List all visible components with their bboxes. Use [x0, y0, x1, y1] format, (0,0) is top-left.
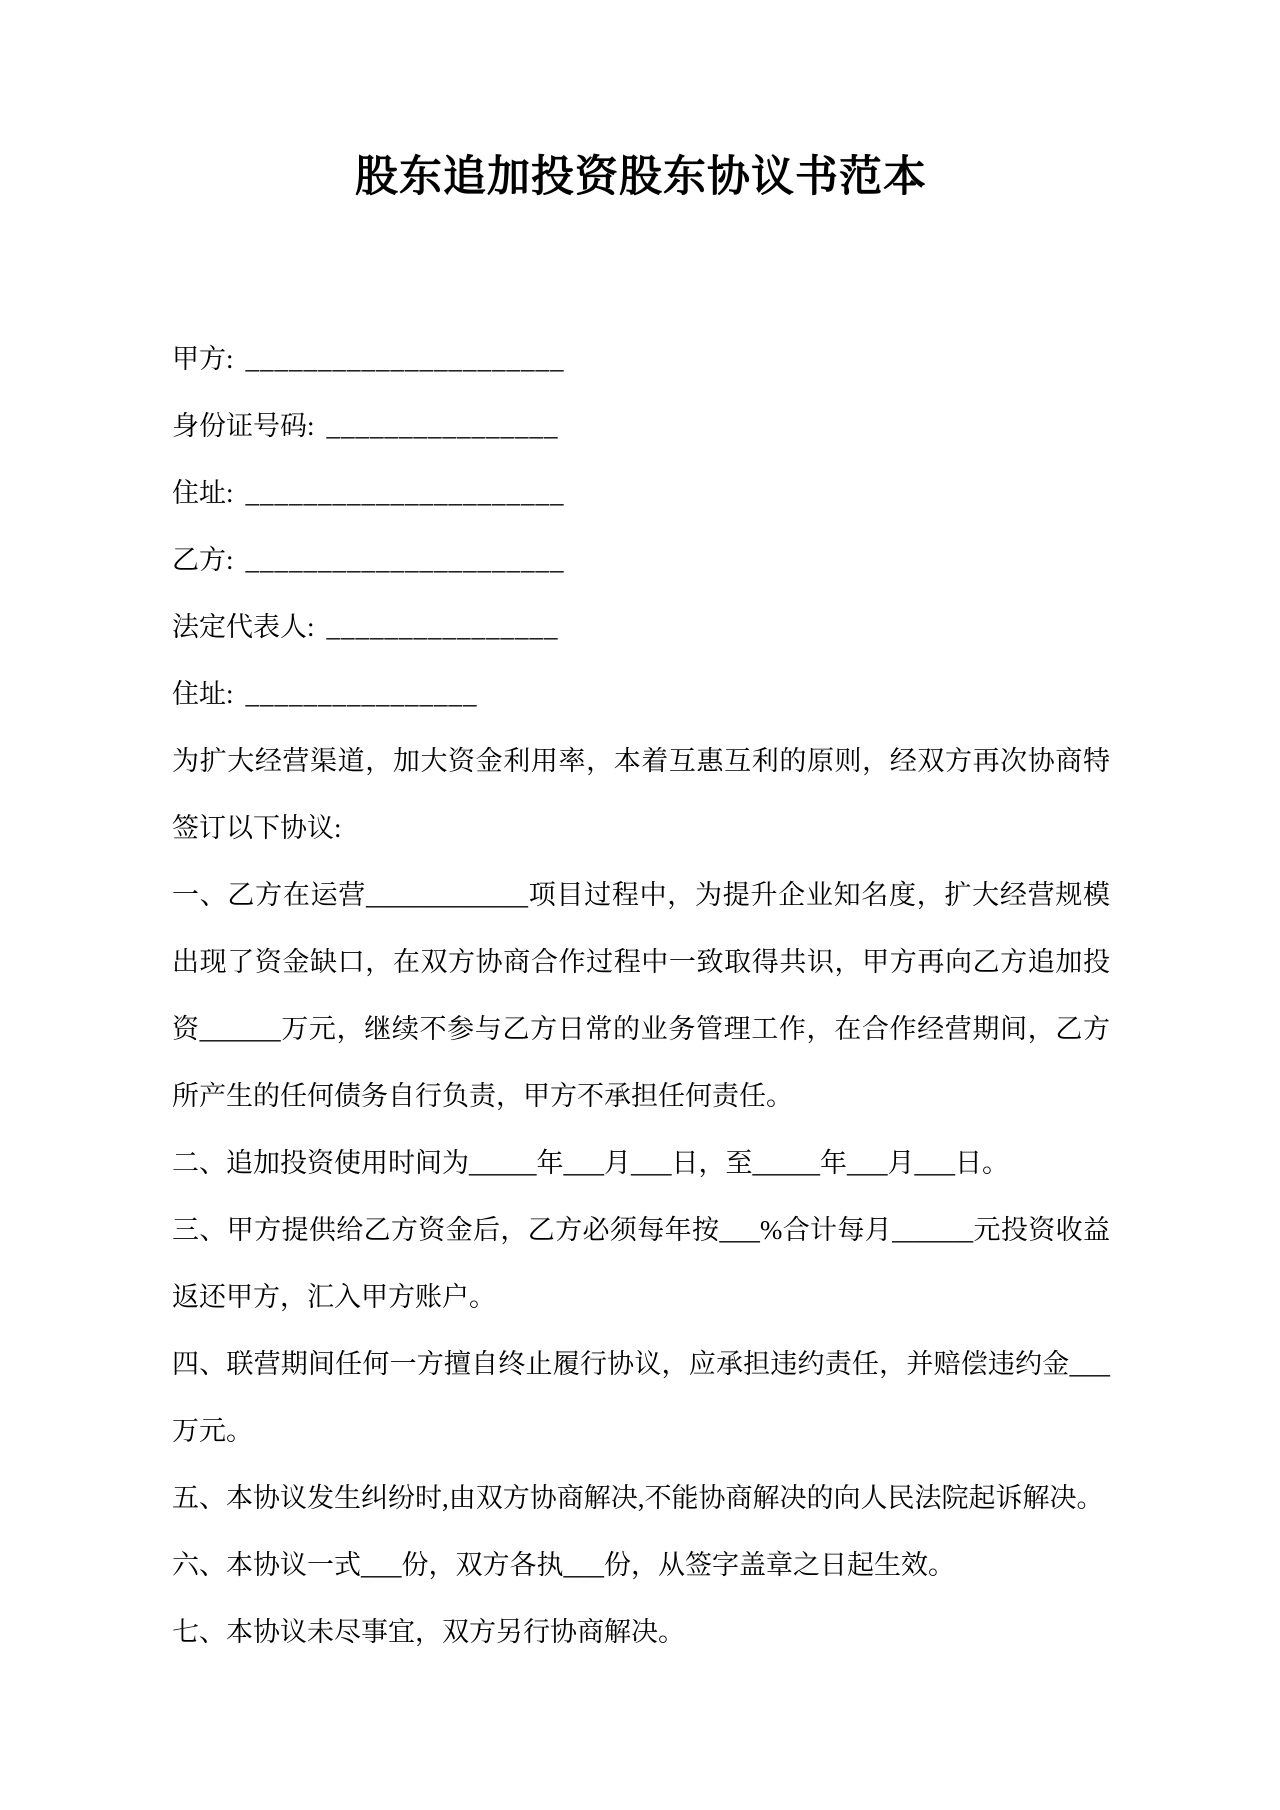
field-address-a	[172, 460, 1110, 527]
field-id-number	[172, 393, 1110, 460]
field-party-b-label: 乙方:	[172, 545, 234, 575]
field-address-b-label: 住址:	[172, 679, 234, 709]
clause-3: 三、甲方提供给乙方资金后，乙方必须每年按___%合计每月______元投资收益返还甲方，汇入甲方账户。	[172, 1215, 1110, 1312]
field-party-b	[172, 527, 1110, 594]
field-party-a-blank: ______________________	[245, 344, 565, 374]
document-content	[172, 0, 1110, 1666]
field-party-a-label: 甲方:	[172, 344, 234, 374]
clause-2: 二、追加投资使用时间为_____年___月___日，至_____年___月___日。	[172, 1148, 1009, 1178]
document-body	[172, 326, 1110, 1666]
field-address-b-blank: ________________	[245, 679, 478, 709]
field-party-b-blank: ______________________	[245, 545, 565, 575]
preamble-paragraph: 为扩大经营渠道，加大资金利用率，本着互惠互利的原则，经双方再次协商特签订以下协议:	[172, 746, 1110, 843]
document-title: 股东追加投资股东协议书范本	[355, 154, 927, 201]
field-id-number-blank: ________________	[326, 411, 559, 441]
clause-1: 一、乙方在运营____________项目过程中，为提升企业知名度，扩大经营规模出现了资金缺口，在双方协商合作过程中一致取得共识，甲方再向乙方追加投资______万元，继续不参与乙方日常的业务管理工作，在合作经营期间，乙方所产生的任何债务自行负责，甲方不承担任何责任。	[172, 880, 1110, 1111]
field-address-a-blank: ______________________	[245, 478, 565, 508]
field-party-a	[172, 326, 1110, 393]
field-address-a-label: 住址:	[172, 478, 234, 508]
field-legal-rep-blank: ________________	[326, 612, 559, 642]
clause-5: 五、本协议发生纠纷时,由双方协商解决,不能协商解决的向人民法院起诉解决。	[172, 1483, 1104, 1513]
field-id-number-label: 身份证号码:	[172, 411, 315, 441]
field-legal-rep	[172, 594, 1110, 661]
field-address-b	[172, 661, 1110, 728]
field-legal-rep-label: 法定代表人:	[172, 612, 315, 642]
clause-4: 四、联营期间任何一方擅自终止履行协议，应承担违约责任，并赔偿违约金___万元。	[172, 1349, 1110, 1446]
clause-7: 七、本协议未尽事宜，双方另行协商解决。	[172, 1617, 685, 1647]
clause-6: 六、本协议一式___份，双方各执___份，从签字盖章之日起生效。	[172, 1550, 955, 1580]
